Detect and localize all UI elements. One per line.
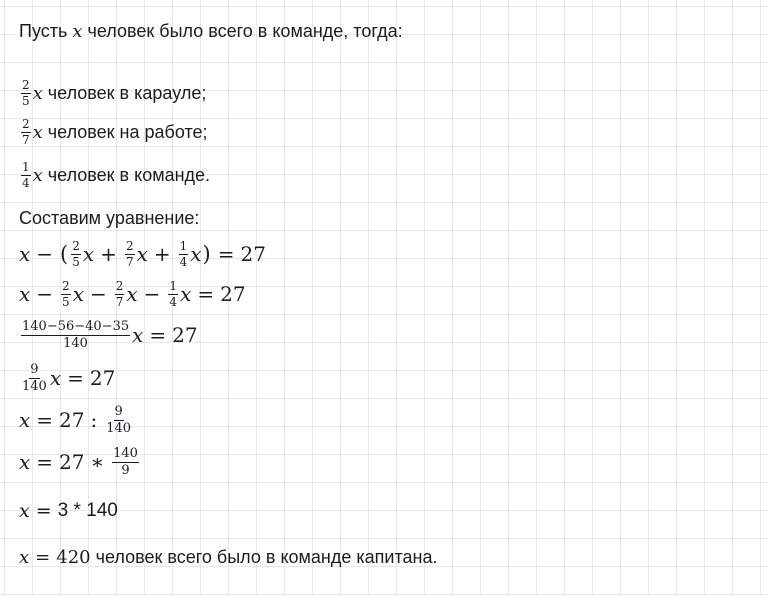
eq1-frac3 — [179, 240, 189, 268]
eq1-plus2: + — [153, 242, 171, 267]
eq1-lparen: ( — [60, 242, 69, 267]
eq4-rhs: 27 — [89, 366, 116, 391]
eq6-equals: = — [36, 450, 54, 475]
eq6-a: 27 — [59, 450, 85, 475]
team-text: человек в команде. — [47, 164, 211, 185]
eq5-equals: = — [36, 408, 54, 433]
eq5-a: 27 — [59, 408, 85, 433]
eq3-x: x — [132, 323, 144, 348]
eq7-equals: = — [35, 500, 52, 522]
equation-7 — [19, 500, 118, 522]
eq6-num: 140 — [113, 446, 138, 461]
eq5-num: 9 — [114, 404, 123, 419]
eq1-x1: x — [82, 242, 95, 267]
team-line — [19, 161, 210, 189]
eq2-frac3-num: 1 — [169, 279, 178, 293]
eq3-fraction — [21, 320, 130, 350]
eq2-x3: x — [180, 282, 192, 307]
eq5-den: 140 — [106, 420, 132, 436]
team-fraction — [21, 161, 31, 189]
eq2-x: x — [19, 282, 31, 307]
eq1-plus1: + — [100, 242, 117, 267]
eq6-multiply: ∗ — [90, 450, 105, 475]
eq1-frac2-num: 2 — [125, 239, 134, 253]
answer-value: 420 — [56, 547, 91, 568]
guard-den: 5 — [22, 93, 30, 108]
intro-post: человек было всего в команде, тогда: — [87, 21, 403, 41]
eq2-minus3: − — [143, 282, 161, 307]
team-num: 1 — [22, 160, 30, 174]
eq6-den: 9 — [121, 462, 130, 478]
eq2-rhs: 27 — [220, 282, 246, 307]
team-den: 4 — [22, 175, 30, 190]
eq3-rhs: 27 — [172, 323, 198, 348]
guard-fraction — [21, 79, 31, 107]
eq1-minus: − — [36, 242, 54, 267]
work-fraction — [21, 118, 31, 146]
intro-var: x — [72, 21, 83, 42]
eq1-frac1-num: 2 — [72, 239, 80, 253]
eq2-frac1-den: 5 — [62, 294, 70, 309]
team-var: x — [32, 164, 43, 186]
answer-line — [19, 547, 437, 568]
intro-line — [19, 21, 403, 42]
eq7-x: x — [19, 500, 30, 522]
eq2-frac2-den: 7 — [115, 294, 124, 309]
eq3-num: 140−56−40−35 — [22, 319, 130, 334]
equation-4 — [19, 363, 115, 393]
eq2-x2: x — [126, 282, 138, 307]
eq2-frac2-num: 2 — [115, 279, 124, 293]
eq2-frac1 — [61, 280, 71, 308]
eq1-frac3-num: 1 — [179, 239, 188, 253]
eq4-den: 140 — [22, 378, 47, 394]
work-line — [19, 118, 208, 146]
eq2-equals: = — [197, 282, 215, 307]
work-text: человек на работе; — [47, 121, 208, 142]
eq5-fraction — [105, 405, 132, 435]
equation-6 — [19, 447, 141, 477]
eq2-minus2: − — [89, 282, 107, 307]
work-var: x — [32, 121, 43, 143]
equation-1 — [19, 240, 266, 268]
eq1-x3: x — [190, 242, 202, 267]
intro-pre: Пусть — [19, 21, 68, 41]
eq2-minus1: − — [36, 282, 54, 307]
equation-heading: Составим уравнение: — [19, 208, 200, 228]
equation-2 — [19, 280, 246, 308]
equation-5 — [19, 405, 134, 435]
eq2-x1: x — [72, 282, 84, 307]
eq1-frac2 — [125, 240, 135, 268]
eq1-frac1-den: 5 — [72, 254, 80, 269]
work-num: 2 — [22, 117, 30, 131]
eq4-num: 9 — [30, 362, 39, 377]
eq1-x2: x — [136, 242, 148, 267]
eq3-den: 140 — [63, 335, 88, 351]
eq5-divide: : — [90, 408, 98, 433]
answer-text: человек всего было в команде капитана. — [95, 547, 438, 567]
eq1-frac1 — [71, 240, 81, 268]
eq1-x: x — [19, 242, 31, 267]
eq5-x: x — [19, 408, 31, 433]
work-den: 7 — [22, 132, 30, 147]
eq1-rparen: ) — [202, 242, 211, 267]
eq1-frac3-den: 4 — [179, 254, 188, 269]
eq4-fraction — [21, 363, 48, 393]
eq1-rhs: 27 — [240, 242, 266, 267]
eq2-frac2 — [115, 280, 125, 308]
eq2-frac3-den: 4 — [169, 294, 178, 309]
guard-num: 2 — [22, 78, 30, 92]
eq4-equals: = — [67, 366, 84, 391]
eq6-x: x — [19, 450, 31, 475]
eq2-frac3 — [168, 280, 178, 308]
answer-x: x — [19, 547, 30, 568]
equation-3 — [19, 320, 198, 350]
eq7-expr: 3 * 140 — [57, 500, 118, 521]
guard-line — [19, 79, 206, 107]
guard-text: человек в карауле; — [47, 82, 207, 103]
eq1-frac2-den: 7 — [125, 254, 134, 269]
guard-var: x — [32, 82, 43, 104]
answer-equals: = — [35, 547, 51, 568]
eq6-fraction — [112, 447, 139, 477]
eq1-equals: = — [217, 242, 235, 267]
eq4-x: x — [49, 366, 62, 391]
eq3-equals: = — [149, 323, 167, 348]
eq2-frac1-num: 2 — [62, 279, 70, 293]
